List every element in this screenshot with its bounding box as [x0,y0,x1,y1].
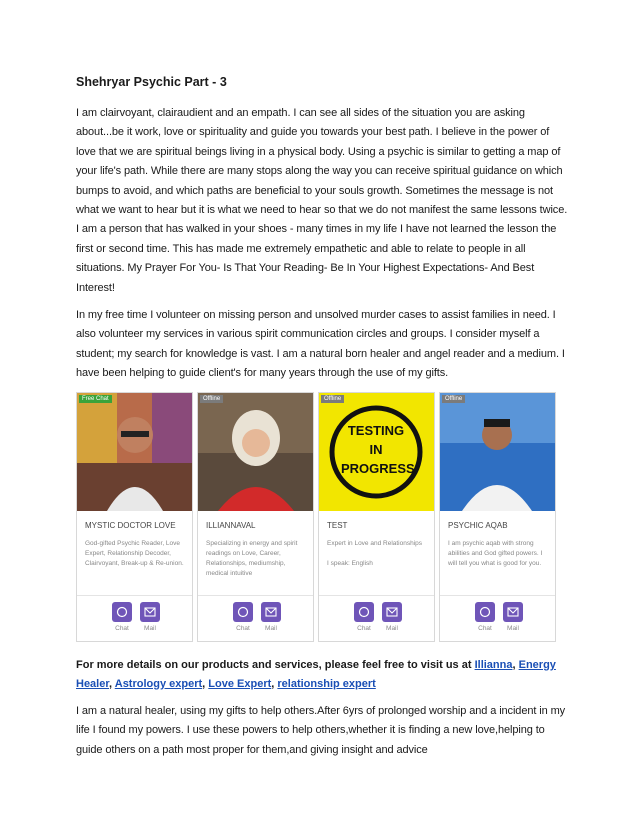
mail-label: Mail [144,624,156,632]
chat-label: Chat [115,624,129,632]
chat-icon [233,602,253,622]
psychic-description: God-gifted Psychic Reader, Love Expert, Relationship Decoder, Clairvoyant, Break-up & Re-union. [85,539,184,567]
chat-button[interactable] [109,602,135,632]
link-illianna[interactable]: Illianna [474,658,513,671]
psychic-card[interactable] [76,392,193,642]
card-actions [319,595,434,642]
card-actions [77,595,192,642]
chat-icon [475,602,495,622]
mail-label: Mail [265,624,277,632]
chat-label: Chat [236,624,250,632]
link-love-expert[interactable]: Love Expert [208,677,272,690]
psychic-description: Specializing in energy and spirit readings on Love, Career, Relationships, mediumship, medical intuitive [206,539,298,577]
psychic-photo [198,393,313,511]
psychic-card[interactable] [197,392,314,642]
psychic-photo [77,393,192,511]
testing-in-progress-image-text: TESTING IN PROGRESS [341,422,415,476]
chat-icon [112,602,132,622]
chat-button[interactable] [351,602,377,632]
mail-button[interactable] [379,602,405,632]
status-badge: Offline [321,395,344,403]
mail-button[interactable] [258,602,284,632]
psychic-description: I am psychic aqab with strong abilities and God gifted powers. I will tell you what is good for you. [448,539,543,567]
more-details: For more details on our products and services, please feel free to visit us at Illianna, Energy Healer, Astrology expert, Love Expert, relationship expert [76,658,556,690]
link-relationship-expert[interactable]: relationship expert [277,677,376,690]
psychic-card[interactable] [439,392,556,642]
chat-icon [354,602,374,622]
more-details-text: For more details on our products and services, please feel free to visit us at [76,658,475,671]
mail-button[interactable] [500,602,526,632]
card-actions [440,595,555,642]
paragraph-volunteer: In my free time I volunteer on missing person and unsolved murder cases to assist families in need. I also volunteer my services in various spirit communication circles and groups. I consider myself a student; my search for knowledge is vast. I am a natural born healer and angel reader and a medium. I have been helping to guide client's for many years through the use of my gifts. [76,309,565,380]
chat-button[interactable] [472,602,498,632]
mail-icon [261,602,281,622]
psychic-card[interactable] [318,392,435,642]
card-actions [198,595,313,642]
psychic-name: PSYCHIC AQAB [448,520,508,530]
psychic-cards [76,392,556,642]
psychic-name: TEST [327,520,348,530]
mail-icon [503,602,523,622]
mail-icon [140,602,160,622]
paragraph-intro: I am clairvoyant, clairaudient and an empath. I can see all sides of the situation you are asking about...be it work, love or spirituality and guide you towards your best path. I believe in the power of love that we are spiritual beings living in a physical body. Using a psychic is similar to getting a map of your life's path. While there are many stops along the way you can receive spiritual guidance on which bumps to avoid, and which paths are beneficial to your souls growth. Sometimes the message is not what we want to hear but it is what we need to hear so that we do not manifest the same lessons twice. I am a person that has walked in your shoes - many times in my life I have not learned the lesson the first or second time. This has made me extremely empathetic and able to relate to people in all situations. My Prayer For You- Is That Your Reading- Be In Your Highest Expectations- And Best Interest! [76,107,568,294]
status-badge: Offline [442,395,465,403]
psychic-name: MYSTIC DOCTOR LOVE [85,520,176,530]
link-astrology-expert[interactable]: Astrology expert [114,677,203,690]
status-badge: Offline [200,395,223,403]
chat-label: Chat [357,624,371,632]
chat-button[interactable] [230,602,256,632]
document-content [76,74,568,768]
mail-label: Mail [507,624,519,632]
chat-label: Chat [478,624,492,632]
mail-label: Mail [386,624,398,632]
psychic-name: ILLIANNAVAL [206,520,256,530]
page-title: Shehryar Psychic Part - 3 [76,75,227,89]
mail-button[interactable] [137,602,163,632]
psychic-photo [319,393,434,511]
status-badge: Free Chat [79,395,112,403]
paragraph-healer: I am a natural healer, using my gifts to help others.After 6yrs of prolonged worship and a incident in my life I found my powers. I use these powers to help others,whether it is finding a new love,helping to guide others on a path most proper for them,and giving insight and advice [76,704,566,756]
mail-icon [382,602,402,622]
psychic-photo [440,393,555,511]
link-energy-healer[interactable]: Energy Healer [76,658,556,690]
psychic-description: Expert in Love and Relationships I speak: English [327,539,423,567]
